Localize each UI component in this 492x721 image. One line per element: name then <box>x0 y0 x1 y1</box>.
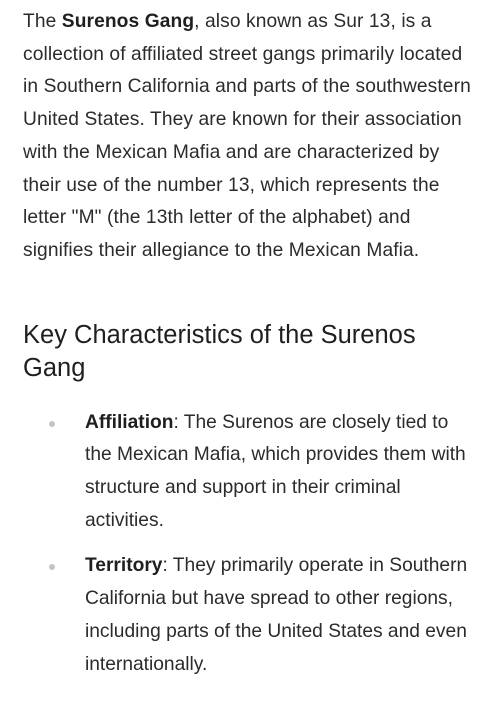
list-item-affiliation <box>23 407 478 538</box>
bullet-icon <box>49 564 55 570</box>
item-term: Territory <box>85 555 163 577</box>
intro-bold-term: Surenos Gang <box>61 11 195 32</box>
bullet-icon <box>49 421 55 427</box>
item-term: Affiliation <box>85 411 174 433</box>
intro-paragraph <box>23 6 478 268</box>
item-text: : The Surenos are closely tied to the Mexican Mafia, which provides them with structure and support in their criminal activities. <box>85 411 466 531</box>
list-item-territory <box>23 550 478 681</box>
characteristics-list <box>23 407 478 682</box>
intro-body: , also known as Sur 13, is a collection of affiliated street gangs primarily located in Southern California and parts of the southwestern United States. They are known for their association with the Mexican Mafia and are characterized by their use of the number 13, which represents the letter "M" (the 13th letter of the alphabet) and signifies their allegiance to the Mexican Mafia. <box>23 11 471 261</box>
section-heading: Key Characteristics of the Surenos Gang <box>23 320 416 382</box>
item-text: : They primarily operate in Southern California but have spread to other regions, including parts of the United States and even internationally. <box>85 555 468 675</box>
intro-prefix: The <box>23 11 62 32</box>
